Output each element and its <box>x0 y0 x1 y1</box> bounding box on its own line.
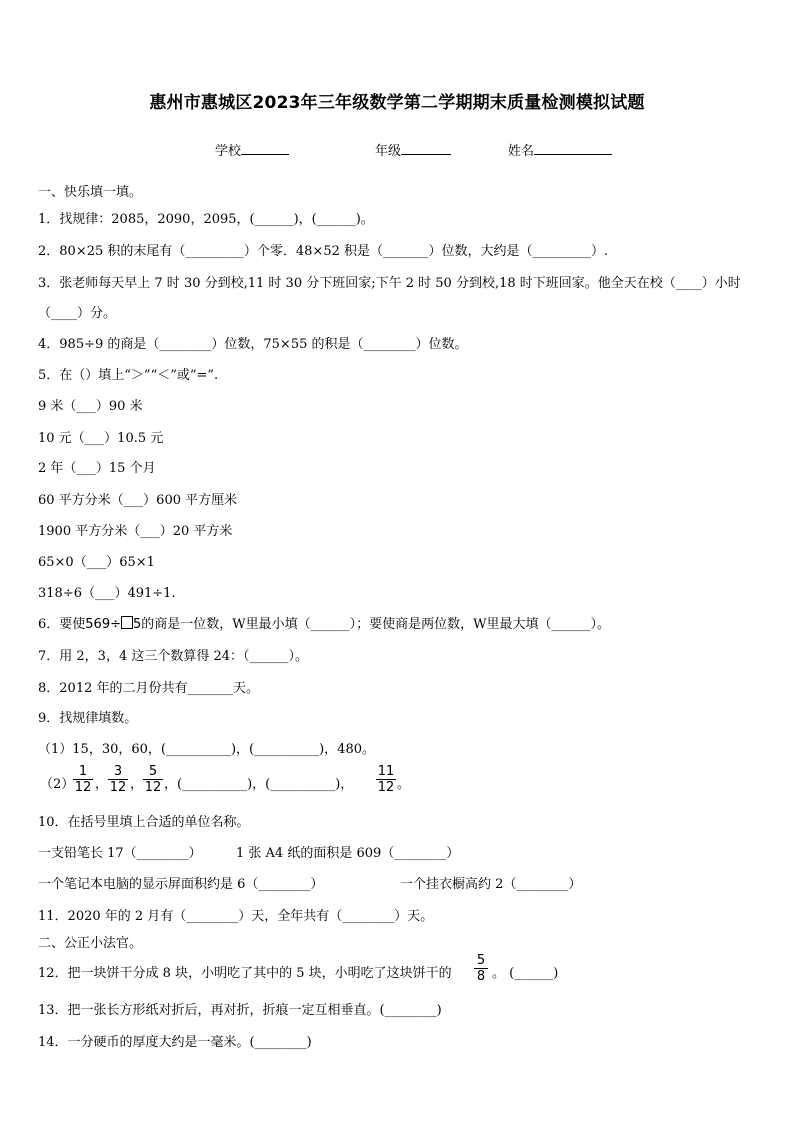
section-one-heading: 一、快乐填一填。 <box>38 185 143 200</box>
question-3-continued: （____）分。 <box>38 306 117 321</box>
question-13: 13．把一张长方形纸对折后，再对折，折痕一定互相垂直。(________) <box>38 1003 442 1018</box>
fraction-5-8: $\frac{5}{8}$ <box>474 953 488 984</box>
fraction-3-12: $\frac{3}{12}$ <box>109 764 127 795</box>
question-12-text: 12．把一块饼干分成 8 块，小明吃了其中的 5 块，小明吃了这块饼干的 <box>38 966 452 981</box>
question-3: 3．张老师每天早上 7 时 30 分到校,11 时 30 分下班回家;下午 2 时 50 分到校,18 时下班回家。他全天在校（____）小时 <box>38 276 741 291</box>
question-10-item-pencil: 一支铅笔长 17（________） <box>38 846 202 861</box>
question-5-item: 10 元（___）10.5 元 <box>38 431 164 446</box>
school-blank[interactable] <box>241 141 289 155</box>
question-5: 5．在（）填上“＞”“＜”或“=”. <box>38 368 219 383</box>
question-6: 6．要使569÷ 5的商是一位数，W里最小填（______）；要使商是两位数，W里最大填（______）。 <box>38 617 611 632</box>
exam-page: 惠州市惠城区2023年三年级数学第二学期期末质量检测模拟试题 学校 年级 姓名 一、快乐填一填。 1．找规律：2085，2090，2095，(______)，(______)。 2．80×25 积的末尾有（_________）个零．48×52 积是（_______）位数，大约是（_________）. 3．张老师每天早上 7 时 30 分到校,11 时 30 分下班回家;下午 2 时 50 分到校,18 时下班回家。他全天在校（____）小时 （____）分。 4．985÷9 的商是（________）位数，75×55 的积是（________）位数。 5．在（）填上“＞”“＜”或“=”. 9 米（___）90 米 10 元（___）10.5 元 2 年（___）15 个月 60 平方分米（___）600 平方厘米 1900 平方分米（___）20 平方米 65×0（___）65×1 318÷6（___）491÷1. 6．要使569÷ 5的商是一位数，W里最小填（______）；要使商是两位数，W里最大填（______）。 7．用 2，3，4 这三个数算得 24：（______）。 8．2012 年的二月份共有_______天。 9．找规律填数。 （1）15，30，60，(__________)，(__________)，480。 （2） $\frac{1}{12}$ ， $\frac{3}{12}$ ， $\frac{5}{12}$ ，(__________)，(__________)， $\frac{11}{12}$ 。 10．在括号里填上合适的单位名称。 一支铅笔长 17（________） 1 张 A4 纸的面积是 609（________） 一个笔记本电脑的显示屏面积约是 6（________） 一个挂衣橱高约 2（________） 11．2020 年的 2 月有（________）天，全年共有（________）天。 二、公正小法官。 12．把一块饼干分成 8 块，小明吃了其中的 5 块，小明吃了这块饼干的 $\frac{5}{8}$ 。 (______) 13．把一张长方形纸对折后，再对折，折痕一定互相垂直。(________) 14．一分硬币的厚度大约是一毫米。(________) <box>0 0 794 1123</box>
digit-box-icon <box>121 616 133 629</box>
grade-blank[interactable] <box>401 141 451 155</box>
grade-field <box>375 140 451 159</box>
fraction-11-12: $\frac{11}{12}$ <box>377 764 395 795</box>
question-7: 7．用 2，3，4 这三个数算得 24：（______）。 <box>38 649 309 664</box>
question-4: 4．985÷9 的商是（________）位数，75×55 的积是（________）位数。 <box>38 337 468 352</box>
question-5-item: 318÷6（___）491÷1. <box>38 586 176 601</box>
question-10-item-laptop: 一个笔记本电脑的显示屏面积约是 6（________） <box>38 877 324 892</box>
question-1: 1．找规律：2085，2090，2095，(______)，(______)。 <box>38 212 374 227</box>
question-11: 11．2020 年的 2 月有（________）天，全年共有（________）天。 <box>38 909 434 924</box>
question-10-item-a4: 1 张 A4 纸的面积是 609（________） <box>236 846 460 861</box>
section-two-heading: 二、公正小法官。 <box>38 936 143 951</box>
school-label: 学校 <box>215 144 242 159</box>
question-14: 14．一分硬币的厚度大约是一毫米。(________) <box>38 1035 312 1050</box>
question-9-part-1: （1）15，30，60，(__________)，(__________)，480。 <box>38 742 375 757</box>
question-8: 8．2012 年的二月份共有_______天。 <box>38 681 259 696</box>
question-5-item: 2 年（___）15 个月 <box>38 461 156 476</box>
question-9: 9．找规律填数。 <box>38 711 138 726</box>
fraction-1-12: $\frac{1}{12}$ <box>74 764 92 795</box>
name-field <box>508 140 612 159</box>
name-label: 姓名 <box>508 144 535 159</box>
grade-label: 年级 <box>375 144 402 159</box>
school-field <box>215 140 289 159</box>
question-2: 2．80×25 积的末尾有（_________）个零．48×52 积是（_______）位数，大约是（_________）. <box>38 244 609 259</box>
question-9-part-2-prefix: （2） <box>40 777 75 792</box>
question-5-item: 1900 平方分米（___）20 平方米 <box>38 524 233 539</box>
question-9-part-2-blanks: ，(__________)，(__________)， <box>164 777 354 792</box>
fraction-5-12: $\frac{5}{12}$ <box>144 764 162 795</box>
page-title: 惠州市惠城区2023年三年级数学第二学期期末质量检测模拟试题 <box>149 93 645 113</box>
question-5-item: 60 平方分米（___）600 平方厘米 <box>38 493 238 508</box>
name-blank[interactable] <box>534 141 612 155</box>
question-5-item: 65×0（___）65×1 <box>38 555 155 570</box>
question-12-answer: 。 (______) <box>492 966 559 981</box>
question-10: 10．在括号里填上合适的单位名称。 <box>38 815 250 830</box>
question-10-item-wardrobe: 一个挂衣橱高约 2（________） <box>400 877 582 892</box>
question-5-item: 9 米（___）90 米 <box>38 399 143 414</box>
